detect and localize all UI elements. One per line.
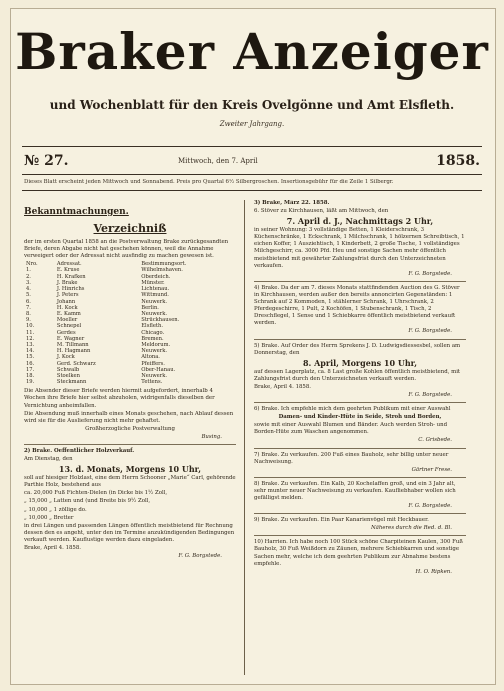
table-cell: Wittmund. (141, 292, 169, 299)
table-cell: Wilhelmshaven. (141, 267, 183, 274)
ad-date: 7. April d. J., Nachmittags 2 Uhr, (286, 216, 434, 227)
column-divider (244, 200, 245, 675)
ad-item: ca. 20,000 Fuß Fichten-Dielen (in Dicke bis 1½ Zoll, (24, 490, 168, 497)
ad-text: 5) Brake. Auf Order des Herrn Sprekens J. D. Ludwigsdiessesbel, sollen am Donnerstag, den (254, 342, 461, 356)
table-cell: M. Tillmann (56, 341, 89, 348)
table-cell: 18. (26, 372, 35, 379)
table-cell: 12. (26, 335, 35, 342)
table-cell: Neuwerk. (141, 348, 167, 355)
ad-item: „ 15,000 „ Latten und (und Breite bis 9½ Zoll, (24, 498, 151, 505)
table-cell: Steckmann (56, 379, 87, 386)
table-header-cell: Bestimmungsort. (141, 261, 187, 268)
table-cell: Münster. (141, 279, 165, 286)
masthead-title: Braker Anzeiger (15, 22, 489, 81)
table-cell: 6. (26, 298, 31, 305)
ad-text: 6. Stöver zu Kirchhausen, läßt am Mittwoch, den (254, 208, 389, 215)
ad-date: 13. d. Monats, Morgens 10 Uhr, (58, 464, 202, 475)
table-cell: J. Peters (56, 292, 79, 299)
table-cell: Elsfleth. (141, 323, 163, 330)
table-cell: E. Wagner (56, 335, 85, 342)
divider (254, 477, 466, 478)
table-header-cell: Nro. (26, 261, 38, 268)
issue-number: № 27. (24, 153, 69, 169)
table-cell: 13. (26, 341, 35, 348)
ad-place: Brake, April 4. 1858. (24, 545, 82, 552)
notice-rule (22, 190, 482, 191)
signature-name: F. G. Borgstede. (408, 270, 452, 277)
table-cell: E. Kruse (56, 267, 80, 274)
table-cell: Lichtenau. (141, 286, 170, 293)
table-cell: J. Brake (56, 279, 78, 286)
volume-label: Zweiter Jahrgang. (219, 120, 285, 128)
table-cell: Strückhausen. (141, 317, 180, 324)
signature-name: C. Grisbede. (418, 437, 452, 444)
table-cell: J. Hinrichs (56, 286, 85, 293)
ad-text: 10) Harrien. Ich habe noch 100 Stück schöne Charpiteinen Kaulen, 300 Fuß Bauholz, 30 Fuß Weißdorn zu Zäunen, mehrere Schiebkarren und sonstige Sachen mehr, welche ich dem geehrten Publikum zur Abnahme bestens empfehle. (254, 539, 463, 567)
paragraph: Die Absendung muß innerhalb eines Monats geschehen, nach Ablauf dessen wird sie für die Auslieferung nicht mehr gehaftet. (24, 410, 234, 424)
ad-text: soll auf hiesiger Holzlast, eine dem Herrn Schooner „Marie“ Carl, gehörende Parthie Holz, bestehend aus (24, 475, 236, 489)
table-cell: 9. (26, 317, 31, 324)
table-cell: 15. (26, 354, 35, 361)
divider (254, 402, 466, 403)
divider (254, 281, 466, 282)
table-cell: 5. (26, 292, 31, 299)
table-cell: 1. (26, 267, 31, 274)
table-cell: 16. (26, 360, 35, 367)
ad-heading: 2) Brake. Oeffentlicher Holzverkauf. (24, 448, 135, 454)
signature-name: F. G. Borgstede. (408, 328, 452, 335)
masthead-subtitle: und Wochenblatt für den Kreis Ovelgönne und Amt Elsfleth. (49, 98, 455, 112)
signature-name: Busing. (201, 433, 222, 440)
ad-text: 4) Brake. Da der am 7. dieses Monats stattfindenden Auction des G. Stöver in Kirchhausen, werden außer den bereits annoncirten Gegenständen: 1 Schrank auf 2 Kommoden, 1 stählerner Schrank, 1 Uhrschrank, 2 Pferdegeschirre, 1 Pult, 2 Kochöfen, 1 Stubenschrank, 1 Tisch, 2 Dreschflegel, 1 Sense und 1 Schiebkarre öffentlich meistbietend verkauft werden. (254, 284, 460, 327)
issue-year: 1858. (436, 153, 480, 169)
ad-text: in seiner Wohnung: 3 vollständige Betten, 1 Kleiderschrank, 3 Küchenschränke, 1 Eckschrank, 1 Milchschrank, 1 hölzernen Schreibtisch, 1 eichen Koffer, 1 Ausziehtisch, 1 Kinderbett, 2 große Tische, 1 vollständiges Milchgeschirr, ca. 3000 Pfd. Heu und sonstige Sachen mehr öffentlich meistbietend mit gewährter Zahlungsfrist durch den Unterzeichneten verkaufen. (254, 227, 465, 269)
table-cell: Schwalb (56, 366, 80, 373)
divider (24, 444, 236, 445)
table-cell: Neuwerk. (141, 310, 167, 317)
ad-text: auf dessen Lagerplatz, ca. 8 Last große Kohlen öffentlich meistbietend, mit Zahlungsfrist durch den Unterzeichneten verkauft werden. (254, 368, 461, 382)
issue-date: Mittwoch, den 7. April (178, 157, 258, 165)
table-cell: Bremen. (141, 335, 164, 342)
list-title: Verzeichniß (93, 222, 167, 235)
table-cell: Neuwerk. (141, 298, 167, 305)
ad-place: Brake, April 4. 1858. (254, 383, 312, 390)
signature-name: F. G. Borgstede. (408, 391, 452, 398)
signature-name: H. O. Ripken. (415, 568, 452, 575)
table-cell: 11. (26, 329, 35, 336)
signature-name: Gärtner Frese. (411, 466, 452, 473)
table-cell: H. Krafken (56, 273, 86, 280)
table-cell: 19. (26, 379, 35, 386)
table-cell: 17. (26, 366, 35, 373)
table-cell: Johann (56, 298, 76, 305)
divider (254, 339, 466, 340)
table-body (24, 267, 236, 385)
table-cell: Pfeiffers. (141, 360, 165, 367)
table-cell: Gerdes (56, 329, 76, 336)
table-cell: 10. (26, 323, 35, 330)
ad-text: 9) Brake. Zu verkaufen. Ein Paar Kanarienvögel mit Heckbauer. (254, 517, 429, 524)
ad-text: 7) Brake. Zu verkaufen. 200 Fuß eines Bauholz, sehr billig unter neuer Nachweisung. (254, 451, 449, 465)
table-cell: 14. (26, 348, 35, 355)
table-header-cell: Adressat. (56, 261, 82, 268)
table-cell: J. Kock (56, 354, 75, 361)
list-intro: der im ersten Quartal 1858 an die Postverwaltung Brake zurückgesandten Briefe, deren Abgabe nicht hat geschehen können, weil die Annahme verweigert oder der Adressat nicht ausfindig zu machen gewesen ist. (24, 239, 229, 260)
ad-text: 6) Brake. Ich empfehle mich dem geehrten Publikum mit einer Auswahl (254, 406, 451, 413)
ad-text: sowie mit einer Auswahl Blumen und Bänder. Auch werden Stroh- und Borden-Hüte zum Waschen angenommen. (254, 422, 448, 436)
table-cell: 7. (26, 304, 31, 311)
ad-text: 8) Brake. Zu verkaufen. Ein Kalb, 20 Kochelaffen groß, und ein 3 Jahr alt, sehr munter neuer Nachweisung zu verkaufen. Kaufliebhaber wollen sich gefälligst melden. (254, 480, 456, 501)
paragraph: Die Absender dieser Briefe werden hiermit aufgefordert, innerhalb 4 Wochen ihre Briefe hier selbst abzuholen, widrigenfalls dieselben der Vernichtung anheimfallen. (24, 388, 215, 409)
divider (254, 513, 466, 514)
table-cell: Neuwerk. (141, 372, 167, 379)
header-rule-bottom (22, 174, 482, 175)
section-heading: Bekanntmachungen. (24, 207, 129, 217)
table-cell: 4. (26, 286, 31, 293)
header-rule-top (22, 146, 482, 147)
signature: Großherzogliche Postverwaltung (85, 425, 175, 432)
ad-date: 8. April, Morgens 10 Uhr, (302, 357, 418, 368)
letters-table (24, 261, 236, 385)
table-cell: Chicago. (141, 329, 165, 336)
divider (254, 448, 466, 449)
table-cell: Gerd. Schwarz (56, 360, 96, 367)
ad-highlight: Damen- und Kinder-Hüte in Seide, Stroh und Borden, (278, 414, 442, 421)
signature-name: F. G. Borgstede. (178, 553, 222, 560)
ad-item: „ 10,000 „ Bretter (24, 514, 74, 521)
left-column (24, 200, 236, 675)
right-column (254, 200, 466, 675)
ad-text: in drei Längen und passenden Längen öffentlich meistbietend für Rechnung dessen den es angeht, unter den im Termine anzukündigenden Bedingungen verkauft werden. Kauflustige werden dazu eingeladen. (24, 522, 235, 543)
table-cell: Berlin. (141, 304, 159, 311)
ad-text: Am Dienstag, den (24, 456, 73, 463)
table-cell: Oberdeich. (141, 273, 171, 280)
table-cell: E. Kamm (56, 310, 81, 317)
publication-notice: Dieses Blatt erscheint jeden Mittwoch und Sonnabend. Preis pro Quartal 6½ Silbergroschen. Insertionsgebühr für die Zeile 1 Silbergr. (24, 179, 394, 185)
divider (254, 535, 466, 536)
table-cell: Moeller (56, 317, 78, 324)
signature-name: Näheres durch die Red. d. Bl. (370, 525, 452, 532)
table-row (24, 379, 236, 385)
table-cell: H. Hagmann (56, 348, 91, 355)
table-cell: 3. (26, 279, 31, 286)
table-cell: Stoelken (56, 372, 80, 379)
table-cell: 2. (26, 273, 31, 280)
table-cell: Ober-Hanau. (141, 366, 176, 373)
table-cell: 8. (26, 310, 31, 317)
table-cell: Tettens. (141, 379, 163, 386)
table-cell: Meldorum. (141, 341, 171, 348)
signature-name: F. G. Borgstede. (408, 503, 452, 510)
table-cell: Schnepel (56, 323, 82, 330)
table-cell: Altona. (141, 354, 160, 361)
table-cell: H. Kock (56, 304, 78, 311)
ad-item: „ 10,000 „ 1 zöllige do. (24, 506, 87, 513)
ad-heading: 3) Brake, März 22. 1858. (254, 200, 330, 206)
